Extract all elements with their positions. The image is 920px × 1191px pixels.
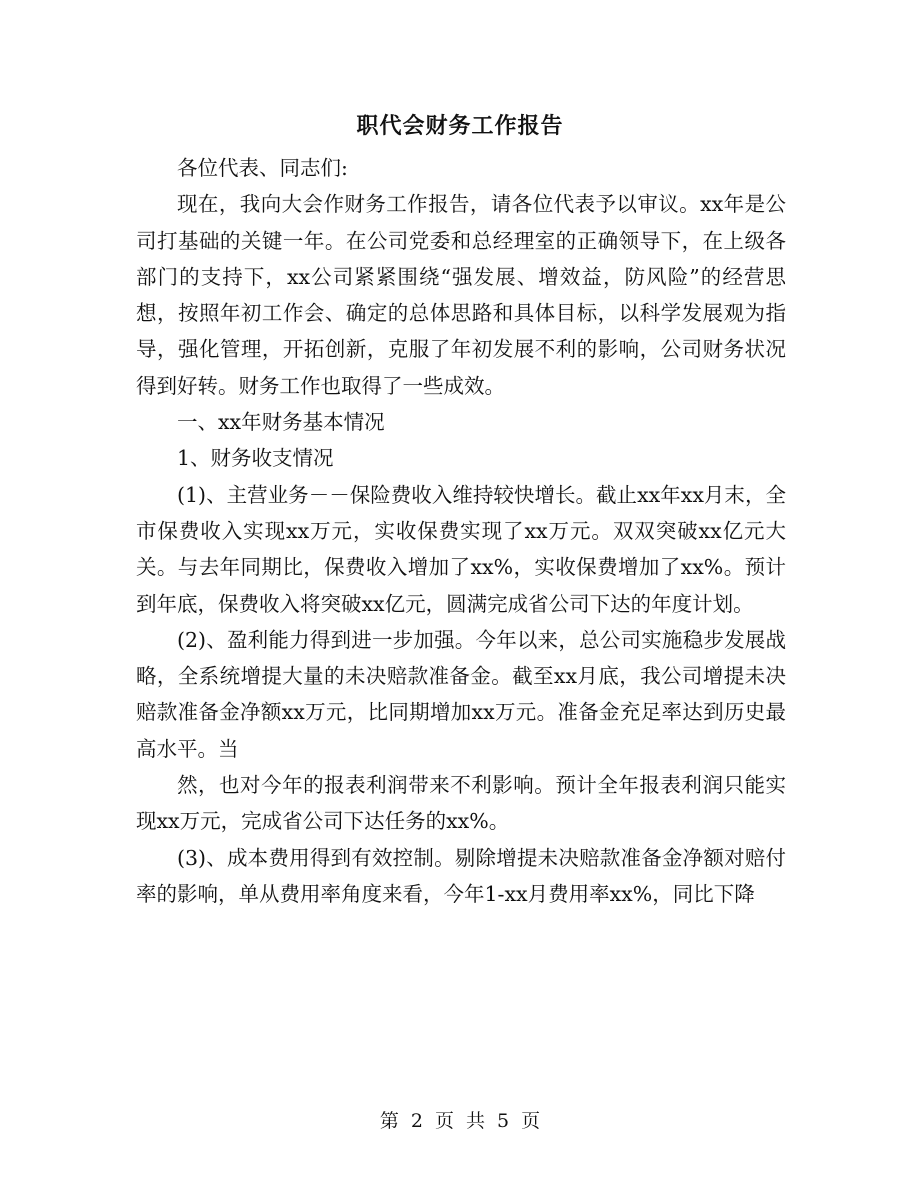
salutation-paragraph: 各位代表、同志们:	[177, 156, 348, 180]
document-body	[136, 150, 786, 912]
page-number-footer: 第 2 页 共 5 页	[379, 1110, 541, 1132]
subsection-heading: 1、财务收支情况	[177, 446, 334, 471]
intro-paragraph: 现在，我向大会作财务工作报告，请各位代表予以审议。xx年是公司打基础的关键一年。在公司党委和总经理室的正确领导下，在上级各部门的支持下，xx公司紧紧围绕“强发展、增效益，防风险”的经营思想，按照年初工作会、确定的总体思路和具体目标，以科学发展观为指导，强化管理，开拓创新，克服了年初发展不利的影响，公司财务状况得到好转。财务工作也取得了一些成效。	[136, 192, 786, 398]
item-1-paragraph: (1)、主营业务－－保险费收入维持较快增长。截止xx年xx月末，全市保费收入实现xx万元，实收保费实现了xx万元。双双突破xx亿元大关。与去年同期比，保费收入增加了xx%，实收保费增加了xx%。预计到年底，保费收入将突破xx亿元，圆满完成省公司下达的年度计划。	[136, 482, 786, 616]
item-3-paragraph: (3)、成本费用得到有效控制。剔除增提未决赔款准备金净额对赔付率的影响，单从费用率角度来看，今年1-xx月费用率xx%，同比下降	[136, 845, 786, 906]
document-title: 职代会财务工作报告	[356, 113, 564, 139]
continuation-paragraph: 然，也对今年的报表利润带来不利影响。预计全年报表利润只能实现xx万元，完成省公司下达任务的xx%。	[136, 773, 786, 834]
item-2-paragraph: (2)、盈利能力得到进一步加强。今年以来，总公司实施稳步发展战略，全系统增提大量的未决赔款准备金。截至xx月底，我公司增提未决赔款准备金净额xx万元，比同期增加xx万元。准备金充足率达到历史最高水平。当	[136, 627, 786, 761]
section-heading: 一、xx年财务基本情况	[177, 410, 385, 435]
